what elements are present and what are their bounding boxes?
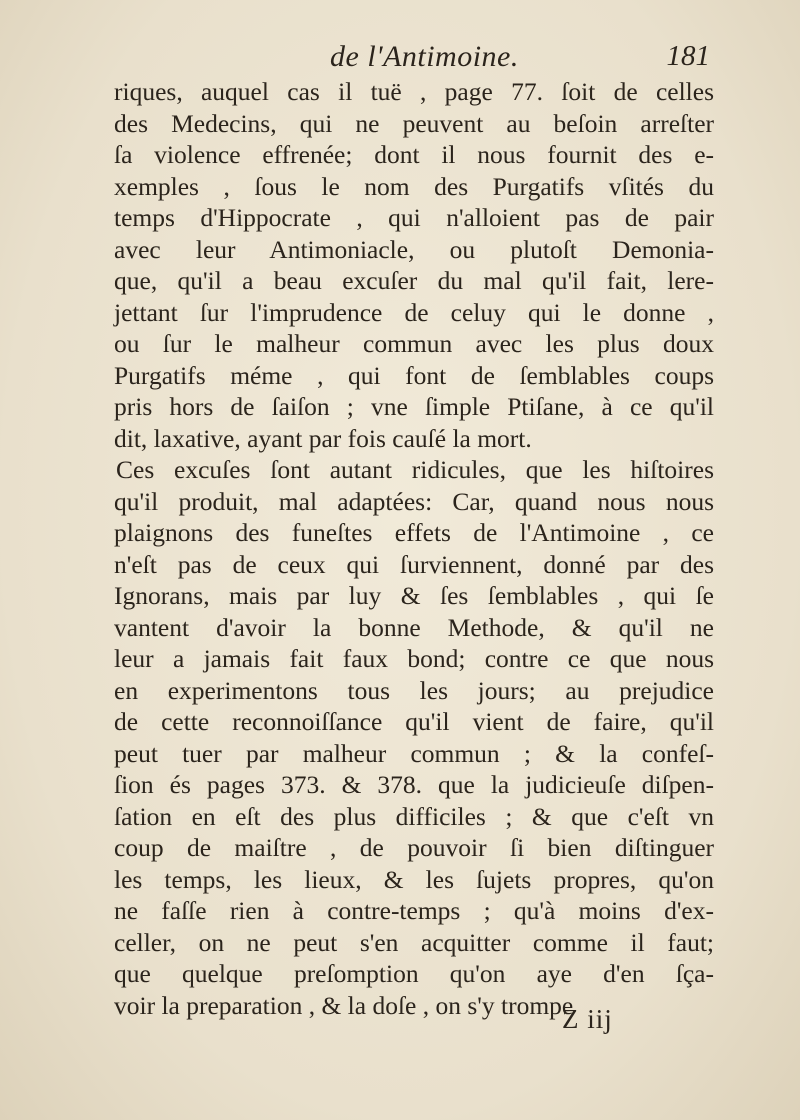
text-line: voir la preparation , & la doſe , on s'y trompe (114, 990, 574, 1020)
running-head (118, 40, 712, 80)
text-line: ne faſſe rien à contre-temps ; qu'à moins d'ex- (114, 896, 714, 925)
text-line: que, qu'il a beau excuſer du mal qu'il fait, lere- (114, 266, 714, 295)
text-line: plaignons des funeſtes effets de l'Antimoine , ce (114, 518, 714, 547)
text-line: ſation en eſt des plus difficiles ; & que c'eſt vn (114, 801, 714, 831)
text-line: de cette reconnoiſſance qu'il vient de faire, qu'il (114, 707, 714, 736)
text-line: qu'il produit, mal adaptées: Car, quand nous nous (114, 486, 714, 516)
text-line: temps d'Hippocrate , qui n'alloient pas de pair (114, 203, 714, 232)
text-line: leur a jamais fait faux bond; contre ce que nous (114, 644, 714, 673)
text-line: que quelque preſomption qu'on aye d'en ſça- (114, 959, 714, 988)
text-line: ſa violence effrenée; dont il nous fournit des e- (114, 140, 714, 169)
body-text (114, 76, 714, 1021)
text-line: celler, on ne peut s'en acquitter comme il faut; (114, 927, 714, 957)
text-line: riques, auquel cas il tuë , page 77. ſoit de celles (114, 77, 714, 106)
page-number: 181 (666, 40, 710, 72)
text-line: n'eſt pas de ceux qui ſurviennent, donné par des (114, 549, 714, 579)
text-line: dit, laxative, ayant par fois cauſé la mort. (114, 423, 532, 453)
text-line: avec leur Antimoniacle, ou plutoſt Demonia- (114, 234, 714, 264)
running-head-title: de l'Antimoine. (330, 40, 519, 73)
text-line: en experimentons tous les jours; au prejudice (114, 675, 714, 705)
text-line: coup de maiſtre , de pouvoir ſi bien diſtinguer (114, 833, 714, 862)
text-line: ou ſur le malheur commun avec les plus doux (114, 329, 714, 358)
text-line: ſion és pages 373. & 378. que la judicieuſe diſpen- (114, 770, 714, 799)
text-line: Ignorans, mais par luy & ſes ſemblables , qui ſe (114, 581, 714, 610)
signature-mark: Z iij (562, 1004, 613, 1034)
text-line: des Medecins, qui ne peuvent au beſoin arreſter (114, 108, 714, 138)
text-line: xemples , ſous le nom des Purgatifs vſités du (114, 171, 714, 201)
text-line: les temps, les lieux, & les ſujets propres, qu'on (114, 864, 714, 894)
text-line: peut tuer par malheur commun ; & la confeſ- (114, 738, 714, 768)
text-line: jettant ſur l'imprudence de celuy qui le donne , (114, 297, 714, 327)
text-line: Ces excuſes ſont autant ridicules, que les hiſtoires (116, 455, 714, 484)
text-line: pris hors de ſaiſon ; vne ſimple Ptiſane, à ce qu'il (114, 392, 714, 421)
text-line: Purgatifs méme , qui font de ſemblables coups (114, 360, 714, 390)
text-line: vantent d'avoir la bonne Methode, & qu'il ne (114, 612, 714, 642)
